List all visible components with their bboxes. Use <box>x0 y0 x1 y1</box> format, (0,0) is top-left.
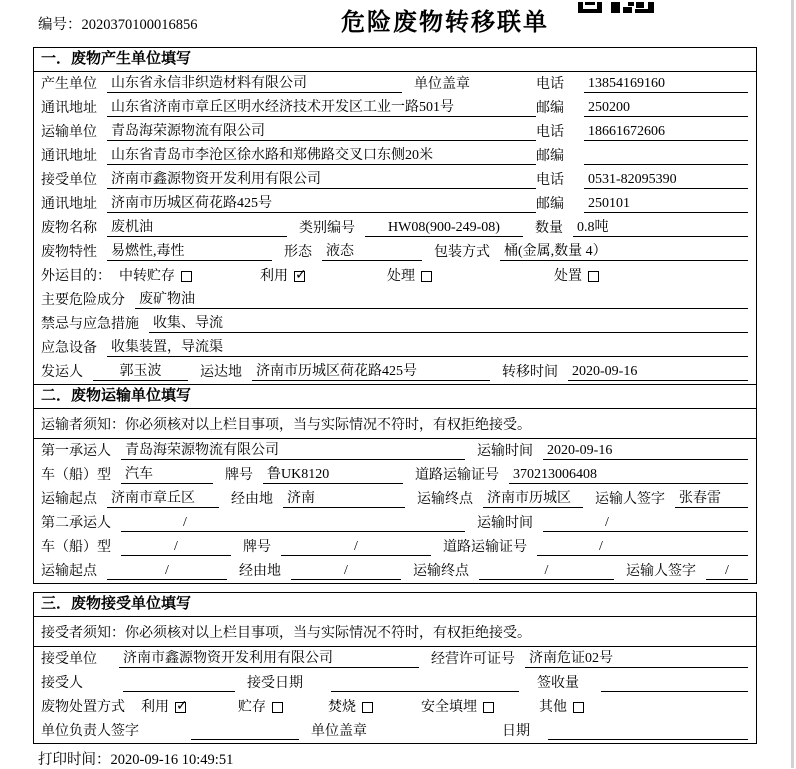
zip-col <box>536 195 748 213</box>
field-label: 日期 <box>502 724 530 739</box>
notice-label: 运输者须知： <box>41 417 125 433</box>
field-label: 道路运输证号 <box>415 468 499 483</box>
option-label: 焚烧 <box>328 700 356 715</box>
accept-unit-value: 济南市鑫源物资开发利用有限公司 <box>119 650 419 668</box>
section1-header: 一．废物产生单位填写 <box>34 48 756 72</box>
form-state-value: 液态 <box>322 243 422 261</box>
field-label: 签收量 <box>537 676 579 691</box>
receiver-notice <box>34 617 756 647</box>
plate1-value: 鲁UK8120 <box>263 466 403 484</box>
page-edge-line <box>791 0 794 768</box>
notice-text: 你必须核对以上栏目事项，当与实际情况不符时，有权拒绝接受。 <box>125 417 531 433</box>
field-label: 邮编 <box>536 101 564 116</box>
checkbox-disposal-storage <box>272 702 283 713</box>
field-label: 运输起点 <box>41 564 97 579</box>
field-label: 邮编 <box>536 197 564 212</box>
producer-address-row <box>34 96 756 120</box>
section-transporter <box>33 384 757 584</box>
field-label: 接受单位 <box>41 652 97 667</box>
disposal-option-storage <box>238 699 283 716</box>
unit-seal-label: 单位盖章 <box>311 724 367 739</box>
field-label: 第二承运人 <box>41 516 111 531</box>
origin1-value: 济南市章丘区 <box>107 490 219 508</box>
checkbox-dispose <box>588 271 599 282</box>
road-license2-value: / <box>537 538 748 556</box>
hazard-component-value: 废矿物油 <box>135 291 748 309</box>
field-label: 主要危险成分 <box>41 293 125 308</box>
print-time <box>38 748 233 769</box>
vehicle2-row <box>34 535 756 559</box>
field-label: 接受日期 <box>247 676 303 691</box>
transporter-unit-value: 青岛海荣源物流有限公司 <box>107 123 536 141</box>
field-label: 电话 <box>536 77 564 92</box>
field-label: 通讯地址 <box>41 197 97 212</box>
qr-pattern-icon <box>578 2 656 13</box>
carrier1-value: 青岛海荣源物流有限公司 <box>121 442 465 460</box>
field-label: 禁忌与应急措施 <box>41 317 139 332</box>
waste-character-row <box>34 240 756 264</box>
print-time-label: 打印时间： <box>38 752 111 768</box>
serial-value: 2020370100016856 <box>81 17 198 33</box>
field-label: 车（船）型 <box>41 540 111 555</box>
field-label: 运输人签字 <box>626 564 696 579</box>
accept-unit-row <box>34 647 756 671</box>
transporter-sign2-value: / <box>706 562 748 580</box>
vehicle1-row <box>34 463 756 487</box>
taboo-measures-row <box>34 312 756 336</box>
packaging-value: 桶(金属,数量 4） <box>500 243 748 261</box>
transporter-address-value: 山东省青岛市李沧区徐水路和郑佛路交叉口东侧20米 <box>107 147 536 165</box>
route2-row <box>34 559 756 583</box>
field-label: 接受单位 <box>41 173 97 188</box>
transport-purpose-row <box>34 264 756 288</box>
emergency-equipment-row <box>34 336 756 360</box>
phone-col <box>536 171 748 189</box>
plate2-value: / <box>281 538 431 556</box>
disposal-option-landfill <box>421 699 494 716</box>
field-label: 经由地 <box>239 564 281 579</box>
section-receiver <box>33 592 757 744</box>
option-label: 安全填埋 <box>421 700 477 715</box>
checkbox-disposal-landfill <box>483 702 494 713</box>
transport-time2-value: / <box>543 514 748 532</box>
disposal-option-other <box>539 699 584 716</box>
transporter-address-row <box>34 144 756 168</box>
zip-col <box>536 99 748 117</box>
transporter-zip-value <box>584 148 748 165</box>
producer-unit-row <box>34 72 756 96</box>
field-label: 运输起点 <box>41 492 97 507</box>
section2-header: 二．废物运输单位填写 <box>34 385 756 409</box>
field-label: 电话 <box>536 173 564 188</box>
field-label: 道路运输证号 <box>443 540 527 555</box>
option-label: 利用 <box>260 269 288 284</box>
carrier2-row <box>34 511 756 535</box>
notice-label: 接受者须知： <box>41 625 125 641</box>
unit-seal-label: 单位盖章 <box>414 77 470 92</box>
print-time-value: 2020-09-16 10:49:51 <box>110 752 234 768</box>
transporter-unit-row <box>34 120 756 144</box>
field-label: 包装方式 <box>434 245 490 260</box>
field-label: 运输终点 <box>413 564 469 579</box>
transporter-phone-value: 18661672606 <box>584 123 748 141</box>
producer-address-value: 山东省济南市章丘区明水经济技术开发区工业一路501号 <box>107 99 536 117</box>
checkbox-treat <box>421 271 432 282</box>
producer-phone-value: 13854169160 <box>584 75 748 93</box>
field-label: 经由地 <box>231 492 273 507</box>
character-value: 易燃性,毒性 <box>107 243 272 261</box>
field-label: 通讯地址 <box>41 101 97 116</box>
field-label: 通讯地址 <box>41 149 97 164</box>
field-label: 废物名称 <box>41 221 97 236</box>
field-label: 牌号 <box>243 540 271 555</box>
destination-value: 济南市历城区荷花路425号 <box>252 363 490 381</box>
via1-value: 济南 <box>283 490 405 508</box>
notice-text: 你必须核对以上栏目事项，当与实际情况不符时，有权拒绝接受。 <box>125 625 531 641</box>
taboo-measures-value: 收集、导流 <box>149 315 748 333</box>
transporter-notice <box>34 409 756 439</box>
option-label: 处置 <box>554 269 582 284</box>
field-label: 运输单位 <box>41 125 97 140</box>
receiver-phone-value: 0531-82095390 <box>584 171 748 189</box>
end2-value: / <box>479 562 614 580</box>
waste-name-value: 废机油 <box>107 219 287 237</box>
zip-col <box>536 148 748 165</box>
purpose-option-transfer-storage <box>119 268 192 285</box>
vehicle1-value: 汽车 <box>121 466 213 484</box>
purpose-option-dispose <box>554 268 599 285</box>
field-label: 数量 <box>535 221 563 236</box>
field-label: 电话 <box>536 125 564 140</box>
purpose-option-treat <box>387 268 432 285</box>
responsible-sign-row <box>34 719 756 743</box>
option-label: 利用 <box>141 700 169 715</box>
phone-col <box>536 75 748 93</box>
responsible-sign-value <box>191 723 299 740</box>
quantity-value: 0.8吨 <box>573 219 748 237</box>
checkbox-disposal-incinerate <box>362 702 373 713</box>
permit-number-value: 济南危证02号 <box>525 650 748 668</box>
shipper-row <box>34 360 756 384</box>
accept-person-value <box>123 675 235 692</box>
waste-transfer-form <box>33 47 757 744</box>
carrier2-value: / <box>121 514 465 532</box>
field-label: 废物处置方式 <box>41 700 125 715</box>
shipper-value: 郭玉波 <box>93 363 188 381</box>
option-label: 处理 <box>387 269 415 284</box>
disposal-option-utilize <box>141 699 186 716</box>
receiver-unit-row <box>34 168 756 192</box>
via2-value: / <box>291 562 401 580</box>
receiver-unit-value: 济南市鑫源物资开发利用有限公司 <box>107 171 536 189</box>
category-code-value: HW08(900-249-08) <box>365 219 523 237</box>
page-title: 危险废物转移联单 <box>341 10 549 36</box>
field-label: 废物特性 <box>41 245 97 260</box>
field-label: 运输终点 <box>417 492 473 507</box>
field-label: 车（船）型 <box>41 468 111 483</box>
hazard-component-row <box>34 288 756 312</box>
accept-date-value <box>331 675 519 692</box>
field-label: 运输时间 <box>477 444 533 459</box>
serial-label: 编号： <box>38 17 82 33</box>
field-label: 接受人 <box>41 676 83 691</box>
section3-header: 三．废物接受单位填写 <box>34 593 756 617</box>
section-producer <box>33 47 757 385</box>
checkbox-disposal-utilize <box>175 702 186 713</box>
option-label: 其他 <box>539 700 567 715</box>
field-label: 应急设备 <box>41 341 97 356</box>
disposal-method-row <box>34 695 756 719</box>
field-label: 产生单位 <box>41 77 97 92</box>
field-label: 运输人签字 <box>595 492 665 507</box>
option-label: 中转贮存 <box>119 269 175 284</box>
qr-code-fragment <box>578 0 656 11</box>
checkbox-utilize <box>294 271 305 282</box>
receiver-address-row <box>34 192 756 216</box>
field-label: 形态 <box>284 245 312 260</box>
checkbox-transfer-storage <box>181 271 192 282</box>
receiver-zip-value: 250101 <box>584 195 748 213</box>
transport-time1-value: 2020-09-16 <box>543 442 748 460</box>
purpose-option-utilize <box>260 268 305 285</box>
field-label: 单位负责人签字 <box>41 724 139 739</box>
receiver-date-value <box>548 723 748 740</box>
disposal-option-incinerate <box>328 699 373 716</box>
checkbox-disposal-other <box>573 702 584 713</box>
road-license1-value: 370213006408 <box>509 466 748 484</box>
field-label: 邮编 <box>536 149 564 164</box>
accept-person-row <box>34 671 756 695</box>
origin2-value: / <box>107 562 227 580</box>
end1-value: 济南市历城区 <box>483 490 583 508</box>
phone-col <box>536 123 748 141</box>
producer-unit-value: 山东省永信非织造材料有限公司 <box>107 75 402 93</box>
carrier1-row <box>34 439 756 463</box>
emergency-equipment-value: 收集装置，导流渠 <box>107 339 748 357</box>
vehicle2-value: / <box>121 538 231 556</box>
sign-amount-value <box>601 675 748 692</box>
field-label: 外运目的： <box>41 269 111 284</box>
field-label: 第一承运人 <box>41 444 111 459</box>
field-label: 类别编号 <box>299 221 355 236</box>
producer-zip-value: 250200 <box>584 99 748 117</box>
field-label: 牌号 <box>225 468 253 483</box>
waste-name-row <box>34 216 756 240</box>
transporter-sign1-value: 张春雷 <box>675 490 748 508</box>
field-label: 运输时间 <box>477 516 533 531</box>
field-label: 转移时间 <box>502 365 558 380</box>
field-label: 发运人 <box>41 365 83 380</box>
option-label: 贮存 <box>238 700 266 715</box>
field-label: 经营许可证号 <box>431 652 515 667</box>
receiver-address-value: 济南市历城区荷花路425号 <box>107 195 536 213</box>
field-label: 运达地 <box>200 365 242 380</box>
transfer-time-value: 2020-09-16 <box>568 363 748 381</box>
route1-row <box>34 487 756 511</box>
